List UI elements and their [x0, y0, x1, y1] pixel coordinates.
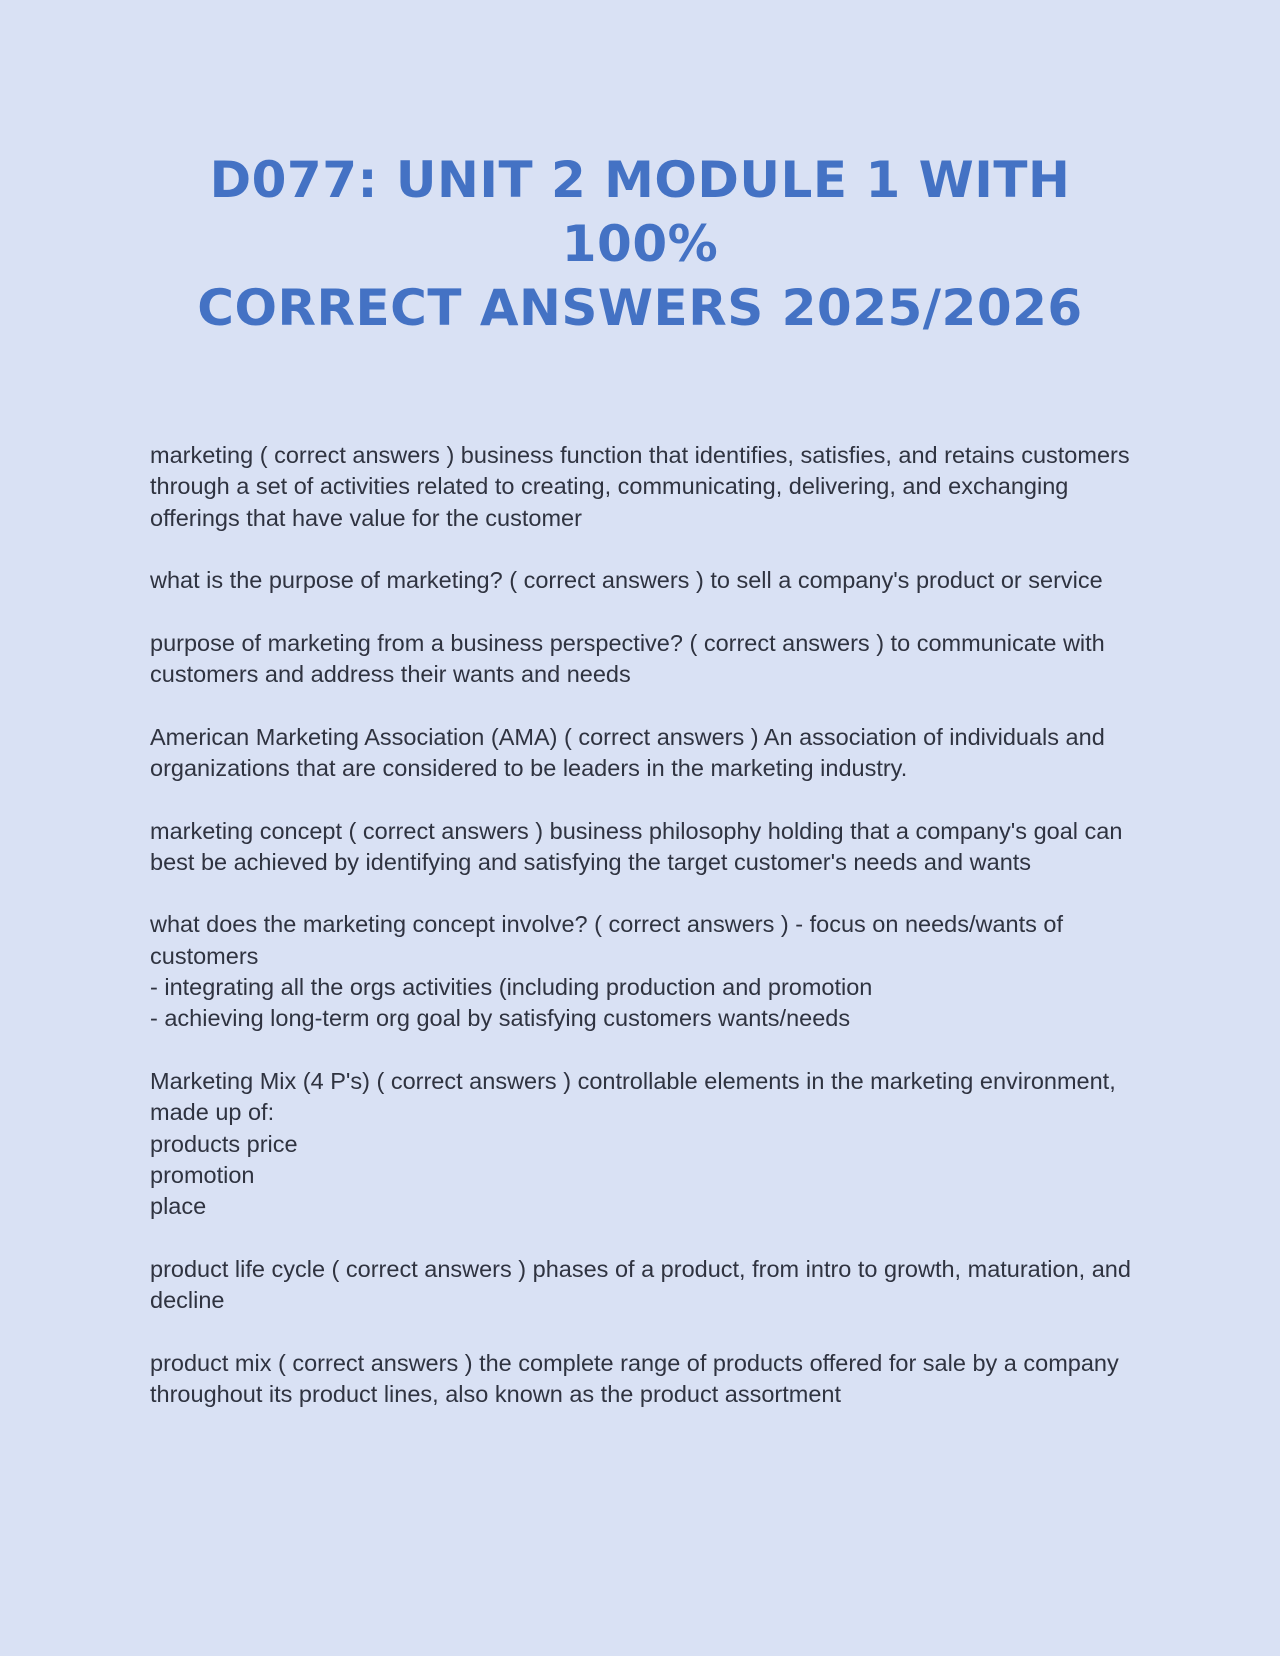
- qa-entry-product-mix: product mix ( correct answers ) the complete range of products offered for sale by a company throughout its product lines, also known as the product assortment: [150, 1349, 1119, 1407]
- title-line-3: CORRECT ANSWERS 2025/2026: [197, 279, 1083, 337]
- qa-entry-marketing-concept: marketing concept ( correct answers ) business philosophy holding that a company's goal can best be achieved by identifying and satisfying the target customer's needs and wants: [150, 817, 1123, 875]
- qa-entry-marketing-mix: Marketing Mix (4 P's) ( correct answers ) controllable elements in the marketing environment, made up of: products price promotion place: [150, 1067, 1116, 1220]
- qa-entry-business-perspective: purpose of marketing from a business perspective? ( correct answers ) to communicate with customers and address their wants and needs: [150, 629, 1105, 688]
- qa-entry-marketing-concept-involve: what does the marketing concept involve? ( correct answers ) - focus on needs/wants of customers - integrating all the orgs activities (including production and promotion - achieving long-term org goal by satisfying customers wants/needs: [150, 911, 1064, 1032]
- document-body: [150, 440, 1140, 1442]
- title-line-1: D077: UNIT 2 MODULE 1 WITH: [209, 151, 1071, 209]
- qa-entry-ama: American Marketing Association (AMA) ( correct answers ) An association of individuals and organizations that are considered to be leaders in the marketing industry.: [150, 723, 1105, 781]
- document-title: [150, 148, 1130, 340]
- qa-entry-marketing: marketing ( correct answers ) business function that identifies, satisfies, and retains customers through a set of activities related to creating, communicating, delivering, and exchanging offerings that have value for the customer: [150, 442, 1130, 531]
- title-line-2: 100%: [561, 215, 719, 273]
- qa-entry-product-life-cycle: product life cycle ( correct answers ) phases of a product, from intro to growth, maturation, and decline: [150, 1255, 1131, 1314]
- qa-entry-purpose-of-marketing: what is the purpose of marketing? ( correct answers ) to sell a company's product or service: [150, 567, 1103, 594]
